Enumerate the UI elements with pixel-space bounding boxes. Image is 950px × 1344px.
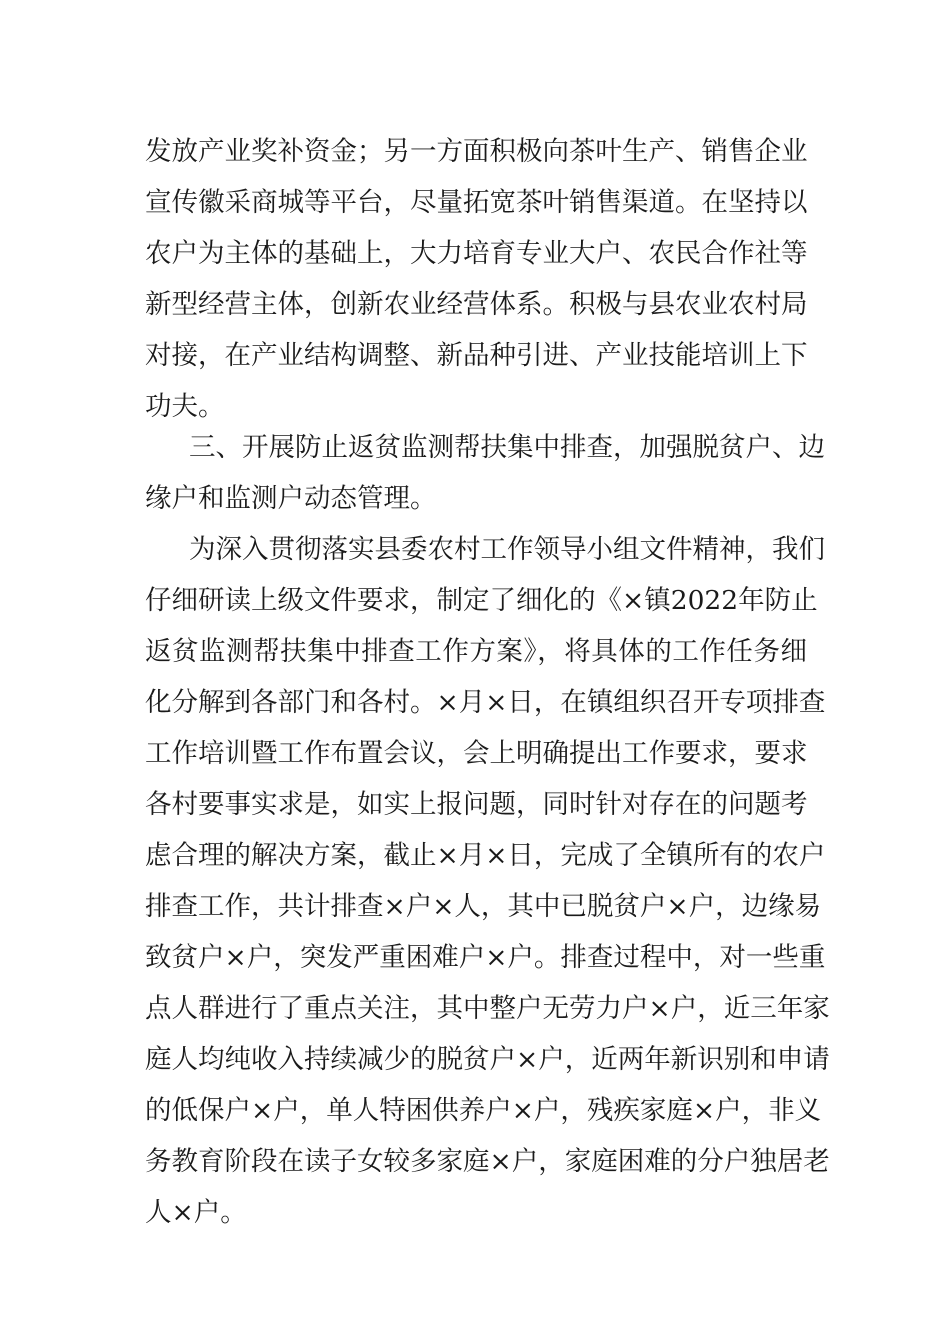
paragraph-line: 人×户。	[145, 1197, 247, 1228]
paragraph-line: 宣传徽采商城等平台，尽量拓宽茶叶销售渠道。在坚持以	[145, 187, 808, 218]
paragraph-line: 功夫。	[145, 391, 225, 422]
paragraph-line: 对接，在产业结构调整、新品种引进、产业技能培训上下	[145, 340, 808, 371]
paragraph-line: 虑合理的解决方案，截止×月×日，完成了全镇所有的农户	[145, 840, 826, 871]
paragraph-line: 各村要事实求是，如实上报问题，同时针对存在的问题考	[145, 789, 808, 820]
paragraph-line: 农户为主体的基础上，大力培育专业大户、农民合作社等	[145, 238, 808, 269]
paragraph-line: 新型经营主体，创新农业经营体系。积极与县农业农村局	[145, 289, 808, 320]
paragraph-line: 工作培训暨工作布置会议，会上明确提出工作要求，要求	[145, 738, 808, 769]
heading-line: 三、开展防止返贫监测帮扶集中排查，加强脱贫户、边	[189, 432, 825, 463]
paragraph-line: 化分解到各部门和各村。×月×日，在镇组织召开专项排查	[145, 687, 826, 718]
paragraph-line: 点人群进行了重点关注，其中整户无劳力户×户，近三年家	[145, 993, 830, 1024]
heading-line: 缘户和监测户动态管理。	[145, 483, 437, 514]
paragraph-line: 返贫监测帮扶集中排查工作方案》，将具体的工作任务细	[145, 636, 807, 667]
paragraph-line: 排查工作，共计排查×户×人，其中已脱贫户×户，边缘易	[145, 891, 822, 922]
paragraph-line: 庭人均纯收入持续减少的脱贫户×户，近两年新识别和申请	[145, 1044, 830, 1075]
paragraph-line: 仔细研读上级文件要求，制定了细化的《×镇2022年防止	[145, 585, 818, 616]
paragraph-line: 致贫户×户，突发严重困难户×户。排查过程中，对一些重	[145, 942, 826, 973]
paragraph-line: 为深入贯彻落实县委农村工作领导小组文件精神，我们	[189, 534, 825, 565]
paragraph-line: 务教育阶段在读子女较多家庭×户，家庭困难的分户独居老	[145, 1146, 830, 1177]
paragraph-line: 的低保户×户，单人特困供养户×户，残疾家庭×户，非义	[145, 1095, 822, 1126]
paragraph-line: 发放产业奖补资金；另一方面积极向茶叶生产、销售企业	[145, 136, 808, 167]
